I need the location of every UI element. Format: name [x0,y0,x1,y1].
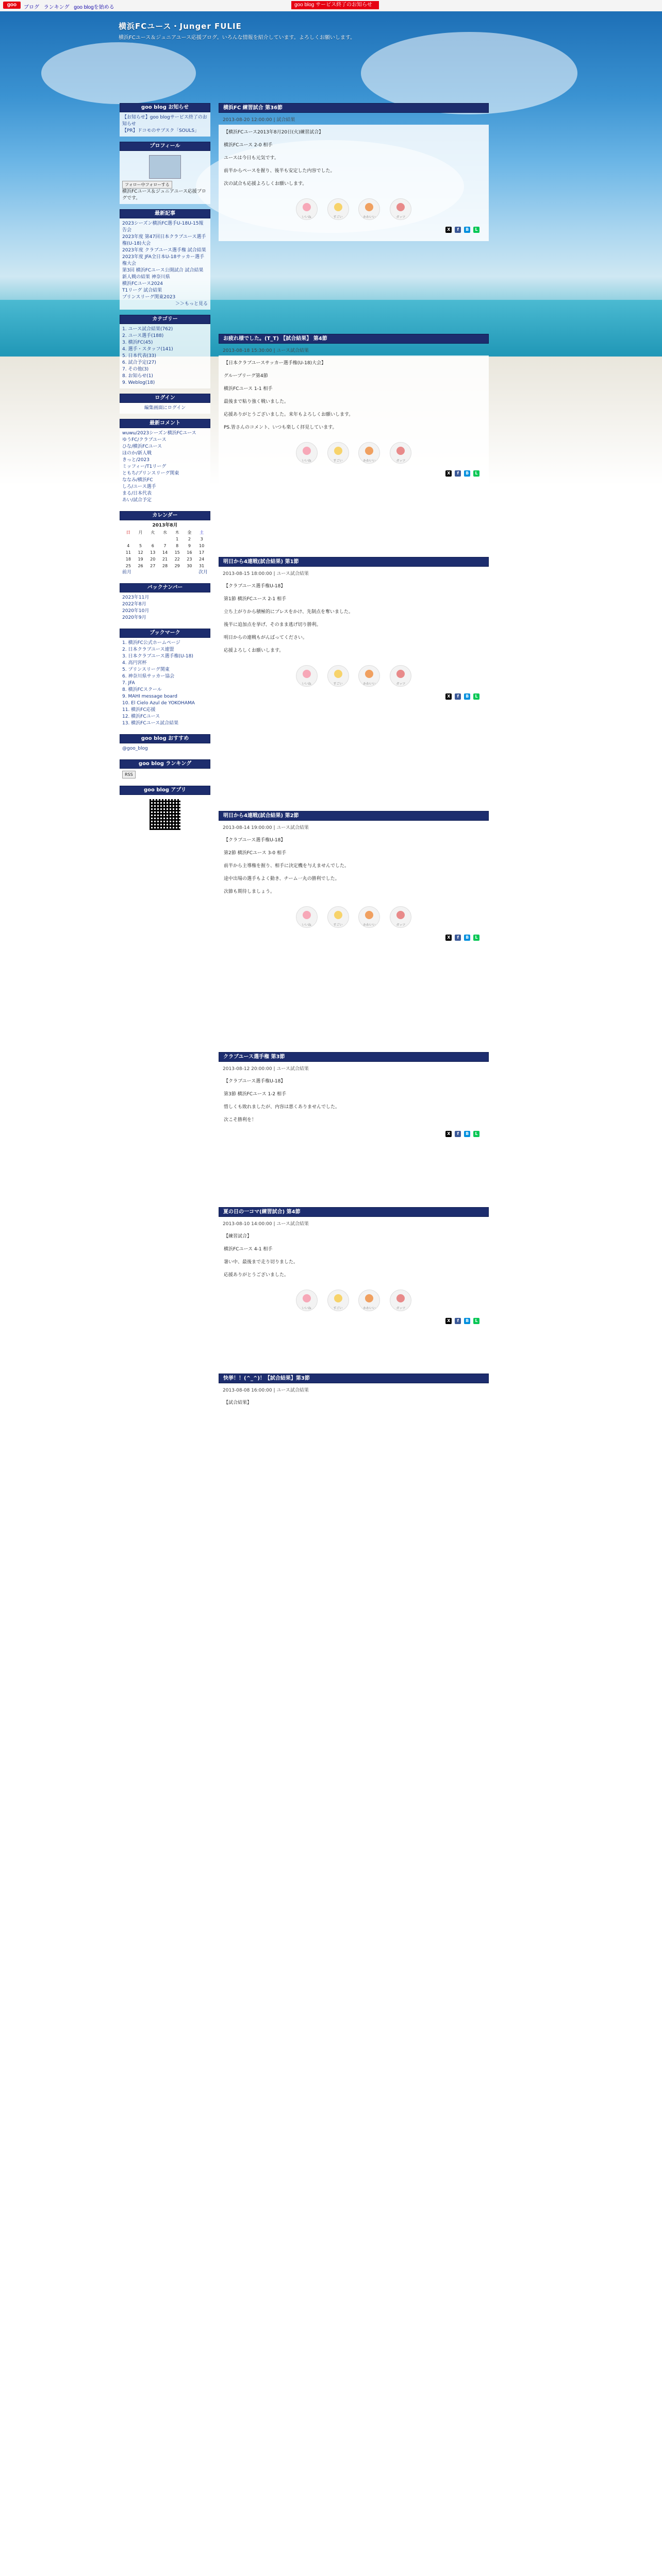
profile-box [120,142,210,204]
post-paragraph: 立ち上がりから積極的にプレスをかけ、先制点を奪いました。 [224,609,354,615]
calendar-weekday: 月 [138,530,143,535]
facebook-share-icon[interactable]: f [455,693,461,700]
post-date: 2013-08-18 15:30:00 | ユース試合結果 [223,348,309,353]
calendar-day[interactable]: 15 [174,550,180,555]
fist-icon [396,203,405,211]
top-link-ranking[interactable]: ランキング [43,5,70,10]
bookmark-link[interactable]: 8. 横浜FCスクール [122,687,162,692]
stamp-row [224,901,484,933]
stamp-like-button[interactable] [296,665,318,687]
comment-link[interactable]: ななみ/横浜FC [122,478,153,483]
heart-icon [303,203,311,211]
share-row [224,225,484,237]
post-paragraph: 【クラブユース選手権U-18】 [224,838,286,843]
calendar-day[interactable]: 30 [187,564,192,568]
post-paragraph: 応援ありがとうございました。 [224,1273,289,1278]
stamp-great-button[interactable] [327,442,349,464]
post-paragraph: 横浜FCユース 4-1 相手 [224,1247,273,1252]
post-paragraph: 応援よろしくお願いします。 [224,648,284,653]
calendar-weekday: 土 [200,530,204,535]
post-paragraph: 【日本クラブユースサッカー選手権(U-18)大会】 [224,361,326,366]
stamp-row [224,193,484,225]
backnumber-link[interactable]: 2020年10月 [122,608,150,614]
ranking-header: goo blog ランキング [120,759,210,769]
calendar-weekday: 金 [187,530,192,535]
post-date: 2013-08-14 19:00:00 | ユース試合結果 [223,825,309,831]
cloud-decoration [361,32,577,114]
smile-icon [334,911,342,919]
calendar-weekday: 火 [151,530,155,535]
stamp-label: すごい [333,1307,343,1310]
facebook-share-icon[interactable]: f [455,227,461,233]
stamp-like-button[interactable] [296,442,318,464]
post-paragraph: 暑い中、最後まで走り切りました。 [224,1260,299,1265]
category-link[interactable]: 9. Weblog(18) [122,380,155,385]
calendar-day[interactable]: 21 [162,557,168,562]
calendar-day[interactable]: 9 [188,544,191,548]
stamp-label: かわいい [363,459,376,463]
face-icon [365,670,373,678]
blog-post [219,557,489,708]
heart-icon [303,1294,311,1302]
stamp-label: かわいい [363,923,376,927]
recent-post-link[interactable]: 2023年度 クラブユース選手権 試合結果 [122,248,206,253]
category-link[interactable]: 6. 試合予定(27) [122,360,156,365]
post-title[interactable]: 明日から4連戦(試合結果) 第2節 [219,811,489,821]
post-paragraph: 途中出場の選手もよく動き、チーム一丸の勝利でした。 [224,876,340,882]
post-body [219,833,489,949]
recent-posts-header: 最新記事 [120,209,210,218]
face-icon [365,1294,373,1302]
category-link[interactable]: 5. 日本代表(33) [122,353,156,359]
smile-icon [334,203,342,211]
fist-icon [396,447,405,455]
stamp-row [224,660,484,692]
calendar-day [122,536,135,543]
comment-link[interactable]: しろ/ユース選手 [122,484,156,489]
calendar-day[interactable]: 6 [151,544,154,548]
recent-posts-box [120,209,210,310]
stamp-cute-button[interactable] [358,1290,380,1311]
post-paragraph: 次の試合も応援よろしくお願いします。 [224,181,307,187]
hatena-share-icon[interactable]: B [464,1318,470,1324]
line-share-icon[interactable]: L [473,1131,479,1137]
stamp-guts-button[interactable] [390,665,411,687]
post-title[interactable]: 明日から4連戦(試合結果) 第1節 [219,557,489,567]
post-date: 2013-08-08 16:00:00 | ユース試合結果 [223,1388,309,1393]
post-title[interactable]: 横浜FC 練習試合 第36節 [219,103,489,113]
post-title[interactable]: 快挙！！(^_^)！【試合結果】第3節 [219,1374,489,1383]
bookmark-link[interactable]: 2. 日本クラブユース連盟 [122,647,174,652]
post-body [219,355,489,485]
hatena-share-icon[interactable]: B [464,227,470,233]
post-date: 2013-08-20 12:00:00 | 試合結果 [223,117,295,123]
stamp-label: かわいい [363,682,376,686]
facebook-share-icon[interactable]: f [455,1318,461,1324]
calendar-day[interactable]: 8 [176,544,179,548]
top-link-start[interactable]: goo blogを始める [74,5,114,10]
calendar-next-link[interactable]: 次月 [198,570,208,575]
calendar-day[interactable]: 19 [138,557,143,562]
face-icon [365,447,373,455]
post-paragraph: 【試合結果】 [224,1400,252,1405]
line-share-icon[interactable]: L [473,227,479,233]
hatena-share-icon[interactable]: B [464,1131,470,1137]
goo-notice-item[interactable]: 【お知らせ】goo blogサービス終了のお知らせ [122,115,207,127]
stamp-great-button[interactable] [327,665,349,687]
blog-post [219,1207,489,1332]
stamp-cute-button[interactable] [358,198,380,220]
post-body [219,1229,489,1332]
rss-button[interactable]: RSS [122,771,136,778]
stamp-guts-button[interactable] [390,198,411,220]
comment-link[interactable]: きっと/2023 [122,457,150,463]
calendar-day[interactable]: 7 [163,544,167,548]
post-body [219,1395,489,1416]
comment-link[interactable]: ひな/横浜FCユース [122,444,162,449]
x-share-icon[interactable]: X [445,470,452,477]
calendar-day[interactable]: 27 [150,564,156,568]
category-header: カテゴリー [120,315,210,324]
blog-description: 横浜FCユース＆ジュニアユース応援ブログ。いろんな情報を紹介しています。よろしくお願いします。 [119,35,356,41]
calendar-day[interactable]: 25 [125,564,131,568]
backnumber-header: バックナンバー [120,583,210,592]
login-box [120,394,210,414]
stamp-label: いいね [302,215,311,219]
stamp-label: いいね [302,1307,311,1310]
post-paragraph: 第2節 横浜FCユース 3-0 相手 [224,851,287,856]
post-paragraph: 応援ありがとうございました。来年もよろしくお願いします。 [224,412,354,417]
x-share-icon[interactable]: X [445,935,452,941]
calendar-prev-link[interactable]: 前月 [122,570,132,575]
share-row [224,1129,484,1141]
bookmark-link[interactable]: 10. El Cielo Azul de YOKOHAMA [122,701,195,706]
calendar-day [135,536,147,543]
stamp-guts-button[interactable] [390,442,411,464]
stamp-label: いいね [302,459,311,463]
profile-image [149,155,181,179]
stamp-row [224,1284,484,1316]
post-paragraph: 第1節 横浜FCユース 2-1 相手 [224,597,287,602]
top-links [24,3,118,10]
facebook-share-icon[interactable]: f [455,1131,461,1137]
post-paragraph: 次節も期待しましょう。 [224,889,275,894]
bookmark-link[interactable]: 7. JFA [122,681,135,686]
comment-link[interactable]: ゆうFC/クラブユース [122,437,167,443]
hatena-share-icon[interactable]: B [464,693,470,700]
post-date: 2013-08-12 20:00:00 | ユース試合結果 [223,1066,309,1072]
comments-box [120,419,210,506]
calendar-day[interactable]: 3 [200,537,203,541]
line-share-icon[interactable]: L [473,935,479,941]
smile-icon [334,1294,342,1302]
stamp-label: ガッツ [396,923,406,927]
post-date: 2013-08-10 14:00:00 | ユース試合結果 [223,1222,309,1227]
post-paragraph: 【練習試合】 [224,1234,252,1239]
calendar-box [120,511,210,578]
calendar-day[interactable]: 1 [176,537,179,541]
calendar-day[interactable]: 22 [174,557,180,562]
comment-link[interactable]: まる/日本代表 [122,491,152,496]
top-link-blog[interactable]: ブログ [24,5,39,10]
heart-icon [303,670,311,678]
calendar-day[interactable]: 29 [174,564,180,568]
stamp-label: ガッツ [396,682,406,686]
backnumber-box [120,583,210,623]
post-paragraph: PS.皆さんのコメント、いつも楽しく拝見しています。 [224,425,337,430]
calendar-day[interactable]: 26 [138,564,143,568]
face-icon [365,911,373,919]
stamp-great-button[interactable] [327,198,349,220]
goo-notice-item[interactable]: 【PR】ドコモのサブスク「SOULS」 [122,128,200,133]
facebook-share-icon[interactable]: f [455,470,461,477]
stamp-great-button[interactable] [327,1290,349,1311]
stamp-cute-button[interactable] [358,442,380,464]
stamp-like-button[interactable] [296,1290,318,1311]
x-share-icon[interactable]: X [445,1318,452,1324]
backnumber-link[interactable]: 2020年9月 [122,615,146,620]
line-share-icon[interactable]: L [473,693,479,700]
post-paragraph: 次こそ勝利を！ [224,1117,257,1123]
x-share-icon[interactable]: X [445,693,452,700]
calendar-header: カレンダー [120,511,210,520]
recent-post-link[interactable]: プリンスリーグ関東2023 [122,295,176,300]
stamp-row [224,437,484,469]
calendar-day[interactable]: 14 [162,550,168,555]
calendar-weekday: 日 [126,530,130,535]
calendar-day[interactable]: 16 [187,550,192,555]
profile-header: プロフィール [120,142,210,151]
post-paragraph: 横浜FCユース 1-1 相手 [224,386,273,392]
recent-post-link[interactable]: T1リーグ 試合結果 [122,288,162,293]
comment-link[interactable]: あい/試合予定 [122,498,152,503]
smile-icon [334,670,342,678]
profile-text: 横浜FCユース＆ジュニアユース応援ブログです。 [122,189,206,201]
line-share-icon[interactable]: L [473,470,479,477]
x-share-icon[interactable]: X [445,1131,452,1137]
category-link[interactable]: 2. ユース選手(188) [122,333,164,338]
post-paragraph: 後半に追加点を挙げ、そのまま逃げ切り勝利。 [224,622,321,628]
stamp-label: ガッツ [396,215,406,219]
bookmark-link[interactable]: 5. プリンスリーグ関東 [122,667,170,672]
calendar-day [146,536,159,543]
stamp-cute-button[interactable] [358,665,380,687]
calendar-table [122,529,208,569]
recent-post-link[interactable]: 第3回 横浜FCユース公開試合 試合結果 [122,268,204,273]
calendar-day[interactable]: 11 [125,550,131,555]
stamp-label: ガッツ [396,1307,406,1310]
goo-notice-box [120,103,210,137]
calendar-day[interactable]: 18 [125,557,131,562]
post-paragraph: 明日からの連戦もがんばってください。 [224,635,308,640]
twitter-follow-link[interactable]: @goo_blog [122,746,148,751]
share-row [224,469,484,481]
stamp-label: すごい [333,682,343,686]
blog-post [219,811,489,949]
bookmark-link[interactable]: 13. 横浜FCユース試合結果 [122,721,179,726]
bookmark-link[interactable]: 11. 横浜FC応援 [122,707,156,713]
face-icon [365,203,373,211]
post-body [219,125,489,241]
recent-post-link[interactable]: 2023シーズン横浜FC選手U-18U-15報告会 [122,221,204,233]
category-link[interactable]: 1. ユース試合結果(762) [122,327,173,332]
category-box [120,315,210,388]
bookmark-link[interactable]: 3. 日本クラブユース選手権(U-18) [122,654,193,659]
comment-link[interactable]: wuwu/2023シーズン横浜FCユース [122,431,196,436]
category-link[interactable]: 4. 選手・スタッフ(141) [122,347,173,352]
backnumber-link[interactable]: 2022年8月 [122,602,146,607]
post-paragraph: 最後まで粘り強く戦いました。 [224,399,289,404]
goo-recommend-box [120,734,210,754]
stamp-label: すごい [333,215,343,219]
bookmark-link[interactable]: 6. 神奈川県サッカー協会 [122,674,175,679]
post-paragraph: 【横浜FCユース2013年8月20日(火)練習試合】 [224,130,324,135]
goo-logo[interactable]: goo [3,2,21,9]
calendar-day[interactable]: 5 [139,544,142,548]
calendar-day[interactable]: 10 [199,544,205,548]
post-paragraph: 【クラブユース選手権U-18】 [224,1079,286,1084]
goo-notice-header: goo blog お知らせ [120,103,210,112]
stamp-label: すごい [333,459,343,463]
fist-icon [396,670,405,678]
post-paragraph: 横浜FCユース 2-0 相手 [224,143,273,148]
stamp-label: ガッツ [396,459,406,463]
category-link[interactable]: 8. お知らせ(1) [122,374,153,379]
blog-header [119,21,479,42]
calendar-day[interactable]: 12 [138,550,143,555]
recent-more-link[interactable]: ＞＞もっと見る [175,301,208,307]
calendar-day [159,536,171,543]
stamp-label: すごい [333,923,343,927]
promo-text[interactable]: goo blog サービス終了のお知らせ [294,2,372,8]
post-paragraph: 【クラブユース選手権U-18】 [224,584,286,589]
calendar-title: 2013年8月 [152,523,178,528]
facebook-share-icon[interactable]: f [455,935,461,941]
blog-post [219,1374,489,1416]
bookmark-link[interactable]: 9. MAHI message board [122,694,177,699]
post-paragraph: 惜しくも敗れましたが、内容は悪くありませんでした。 [224,1105,340,1110]
calendar-day[interactable]: 20 [150,557,156,562]
x-share-icon[interactable]: X [445,227,452,233]
app-header: goo blog アプリ [120,786,210,795]
goo-top-bar [0,0,662,12]
stamp-guts-button[interactable] [390,906,411,928]
recent-post-link[interactable]: 2023年度 JFA全日本U-18サッカー選手権大会 [122,255,205,266]
post-paragraph: 前半からペースを握り、後半も安定した内容でした。 [224,168,335,174]
post-paragraph: 前半から主導権を握り、相手に決定機を与えませんでした。 [224,863,350,869]
calendar-day[interactable]: 31 [199,564,205,568]
post-title[interactable]: お疲れ様でした。(T_T) 【試合結果】 第4節 [219,334,489,344]
category-link[interactable]: 7. その他(3) [122,367,149,372]
fist-icon [396,1294,405,1302]
qr-code-icon [150,799,180,830]
blog-post [219,1052,489,1145]
post-date: 2013-08-15 18:00:00 | ユース試合結果 [223,571,309,577]
stamp-guts-button[interactable] [390,1290,411,1311]
category-link[interactable]: 3. 横浜FC(45) [122,340,153,345]
post-title[interactable]: 夏の日の一コマ(練習試合) 第4節 [219,1207,489,1217]
sidebar [120,103,210,839]
post-paragraph: 第3節 横浜FCユース 1-2 相手 [224,1092,287,1097]
post-body [219,1074,489,1145]
app-box [120,786,210,834]
stamp-great-button[interactable] [327,906,349,928]
bookmark-link[interactable]: 12. 横浜FCユース [122,714,160,719]
recent-post-link[interactable]: 横浜FCユース2024 [122,281,163,286]
calendar-weekday: 水 [162,530,167,535]
heart-icon [303,911,311,919]
bookmark-box [120,629,210,729]
calendar-day[interactable]: 2 [188,537,191,541]
blog-post [219,334,489,485]
bookmark-header: ブックマーク [120,629,210,638]
fist-icon [396,911,405,919]
hatena-share-icon[interactable]: B [464,935,470,941]
hatena-share-icon[interactable]: B [464,470,470,477]
promo-banner[interactable] [291,1,379,9]
calendar-day[interactable]: 28 [162,564,168,568]
bookmark-link[interactable]: 4. 高円宮杯 [122,660,147,666]
comment-link[interactable]: ともち/プリンスリーグ関東 [122,471,179,476]
post-title[interactable]: クラブユース選手権 第3節 [219,1052,489,1062]
post-body [219,579,489,708]
stamp-label: いいね [302,682,311,686]
comment-link[interactable]: ミッフィー/T1リーグ [122,464,167,469]
share-row [224,1316,484,1328]
recent-post-link[interactable]: 新人戦の結果 神奈川県 [122,275,170,280]
main-content [219,103,489,1428]
share-row [224,692,484,704]
stamp-cute-button[interactable] [358,906,380,928]
recent-post-link[interactable]: 2023年度 第47回日本クラブユース選手権(U-18)大会 [122,234,206,246]
bookmark-link[interactable]: 1. 横浜FC公式ホームページ [122,640,180,646]
stamp-label: いいね [302,923,311,927]
comment-link[interactable]: ほのか/新人戦 [122,451,152,456]
share-row [224,933,484,945]
comments-header: 最新コメント [120,419,210,428]
follow-button[interactable]: フォロー中フォローする [122,181,172,189]
backnumber-link[interactable]: 2023年11月 [122,595,150,600]
stamp-label: かわいい [363,1307,376,1310]
line-share-icon[interactable]: L [473,1318,479,1324]
calendar-day[interactable]: 24 [199,557,205,562]
stamp-like-button[interactable] [296,906,318,928]
calendar-day[interactable]: 17 [199,550,205,555]
smile-icon [334,447,342,455]
stamp-label: かわいい [363,215,376,219]
calendar-day[interactable]: 23 [187,557,192,562]
post-paragraph: ユースは今日も元気です。 [224,156,279,161]
goo-recommend-header: goo blog おすすめ [120,734,210,743]
calendar-day[interactable]: 4 [127,544,130,548]
ranking-box [120,759,210,781]
calendar-day[interactable]: 13 [150,550,156,555]
cloud-decoration [41,42,196,104]
stamp-like-button[interactable] [296,198,318,220]
heart-icon [303,447,311,455]
calendar-weekday: 木 [175,530,179,535]
login-link[interactable]: 編集画面にログイン [144,405,186,411]
blog-post [219,103,489,241]
post-paragraph: グループリーグ第4節 [224,374,268,379]
login-header: ログイン [120,394,210,403]
blog-title[interactable]: 横浜FCユース・Junger FULIE [119,22,242,31]
